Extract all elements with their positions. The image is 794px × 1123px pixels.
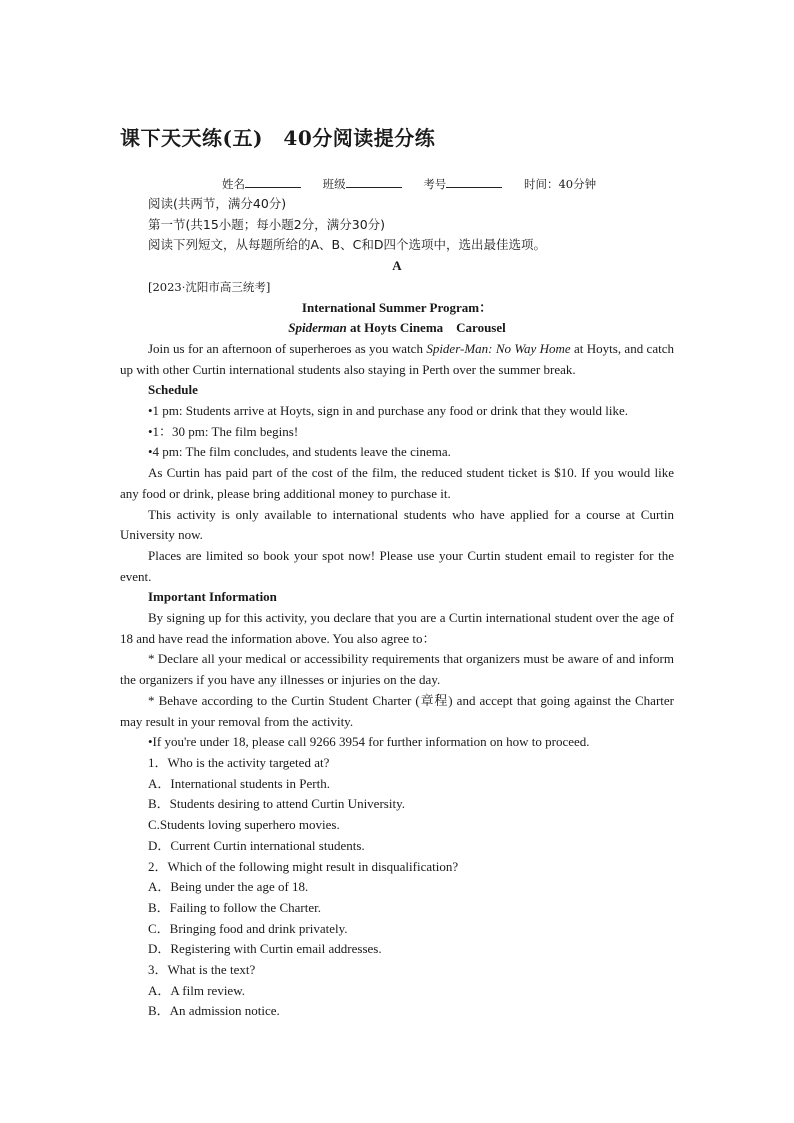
exam-no-blank[interactable]	[446, 175, 502, 188]
page-title: 课下天天练(五) 40分阅读提分练	[120, 126, 436, 150]
passage-letter: A	[392, 258, 402, 274]
option[interactable]: A．A film review.	[148, 982, 245, 998]
option[interactable]: A．Being under the age of 18.	[148, 879, 309, 895]
part-one-title: 第一节(共15小题；每小题2分，满分30分)	[148, 216, 386, 232]
document-body	[120, 194, 674, 1022]
info-paragraph: •If you're under 18, please call 9266 3954 for further information on how to proceed.	[148, 734, 590, 750]
class-blank[interactable]	[346, 175, 402, 188]
passage-paragraph: As Curtin has paid part of the cost of the film, the reduced student ticket is $10. If you would like any food or drink, please bring additional money to purchase it.	[120, 465, 674, 501]
passage-title-rest: at Hoyts Cinema Carousel	[346, 320, 506, 336]
name-label: 姓名	[222, 177, 245, 191]
option[interactable]: B．Students desiring to attend Curtin University.	[148, 796, 405, 812]
passage-title-line2	[120, 318, 674, 339]
question-stem: 3．What is the text?	[148, 962, 256, 978]
option[interactable]: B．Failing to follow the Charter.	[148, 899, 321, 915]
movie-title: Spider-Man: No Way Home	[426, 340, 571, 356]
reading-section-title: 阅读(共两节，满分40分)	[148, 196, 287, 211]
schedule-heading: Schedule	[148, 382, 198, 398]
option[interactable]: C.Students loving superhero movies.	[148, 817, 340, 833]
schedule-item: •1：30 pm: The film begins!	[148, 423, 299, 439]
intro-paragraph	[120, 339, 674, 380]
schedule-item: •1 pm: Students arrive at Hoyts, sign in and purchase any food or drink that they would like.	[148, 403, 629, 419]
option[interactable]: D．Registering with Curtin email addresses.	[148, 941, 382, 957]
exam-no-field	[423, 177, 502, 191]
passage-paragraph: This activity is only available to international students who have applied for a course at Curtin University now.	[120, 506, 674, 543]
option[interactable]: C．Bringing food and drink privately.	[148, 920, 348, 936]
name-field	[222, 177, 301, 191]
option[interactable]: D．Current Curtin international students.	[148, 837, 365, 853]
class-label: 班级	[322, 177, 346, 191]
info-paragraph: * Declare all your medical or accessibility requirements that organizers must be aware of and inform the organizers if you have any illnesses or injuries on the day.	[120, 651, 674, 688]
question-stem: 1．Who is the activity targeted at?	[148, 754, 330, 770]
option[interactable]: A．International students in Perth.	[148, 775, 330, 791]
schedule-item: •4 pm: The film concludes, and students leave the cinema.	[148, 444, 451, 460]
time-label: 时间：40分钟	[523, 177, 597, 191]
info-paragraph: * Behave according to the Curtin Student Charter (章程) and accept that going against the Charter may result in your removal from the activity.	[120, 692, 674, 729]
option[interactable]: B．An admission notice.	[148, 1003, 280, 1019]
passage-source: [2023·沈阳市高三统考]	[148, 279, 271, 294]
question-stem: 2．Which of the following might result in disqualification?	[148, 858, 459, 874]
exam-no-label: 考号	[423, 177, 447, 191]
intro-text-a: Join us for an afternoon of superheroes as you watch	[148, 340, 427, 356]
instruction: 阅读下列短文，从每题所给的A、B、C和D四个选项中，选出最佳选项。	[148, 237, 546, 253]
info-paragraph: By signing up for this activity, you declare that you are a Curtin international student over the age of 18 and have read the information above. You also agree to：	[120, 610, 674, 646]
class-field	[323, 177, 402, 191]
name-blank[interactable]	[245, 175, 301, 188]
passage-paragraph: Places are limited so book your spot now! Please use your Curtin student email to register for the event.	[120, 547, 674, 584]
intro-text-b: at Hoyts, and catch up with other Curtin international students also staying in Perth over the summer break.	[120, 340, 674, 377]
passage-title-italic: Spiderman	[288, 320, 347, 336]
passage-title-line1: International Summer Program：	[301, 299, 493, 315]
student-info-line	[222, 175, 596, 192]
info-heading: Important Information	[148, 589, 277, 605]
